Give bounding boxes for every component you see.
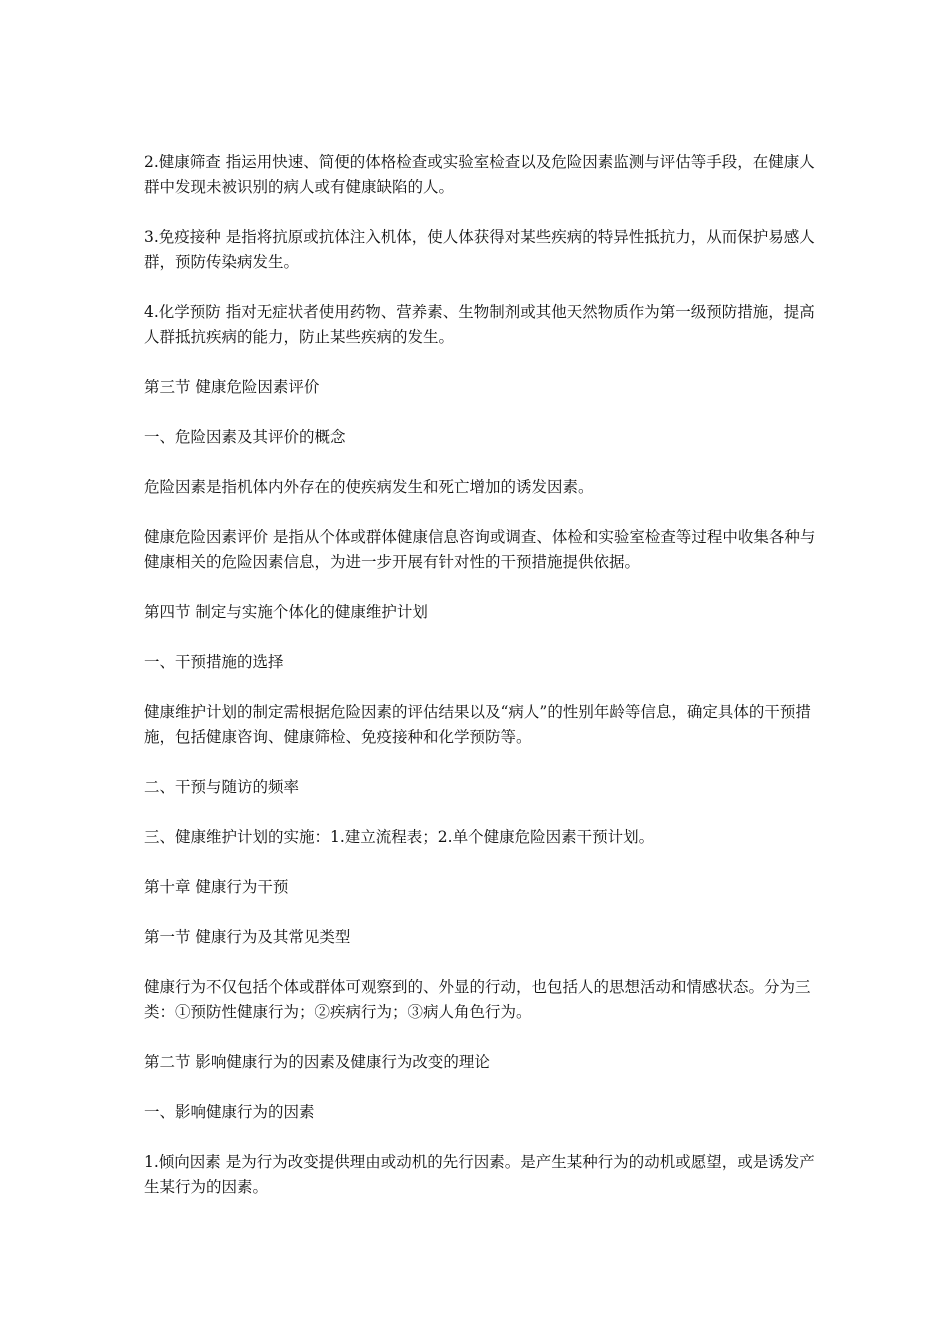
subheading-followup-frequency: 二、干预与随访的频率 [144, 778, 300, 796]
subheading-behavior-factors: 一、影响健康行为的因素 [144, 1103, 315, 1121]
chapter-heading-behavior-intervention: 第十章 健康行为干预 [144, 878, 289, 896]
paragraph-predisposing-factors: 1.倾向因素 是为行为改变提供理由或动机的先行因素。是产生某种行为的动机或愿望，或是诱发产生某行为的因素。 [144, 1153, 815, 1196]
document-body [144, 150, 819, 1225]
section-heading-behavior-factors: 第二节 影响健康行为的因素及健康行为改变的理论 [144, 1053, 490, 1071]
paragraph-health-screening: 2.健康筛查 指运用快速、简便的体格检查或实验室检查以及危险因素监测与评估等手段，在健康人群中发现未被识别的病人或有健康缺陷的人。 [144, 153, 815, 196]
paragraph-risk-assessment-definition: 健康危险因素评价 是指从个体或群体健康信息咨询或调查、体检和实验室检查等过程中收集各种与健康相关的危险因素信息，为进一步开展有针对性的干预措施提供依据。 [144, 528, 816, 571]
paragraph-health-plan-formulation: 健康维护计划的制定需根据危险因素的评估结果以及“病人”的性别年龄等信息，确定具体的干预措施，包括健康咨询、健康筛检、免疫接种和化学预防等。 [144, 703, 811, 746]
section-heading-behavior-types: 第一节 健康行为及其常见类型 [144, 928, 351, 946]
paragraph-chemoprevention: 4.化学预防 指对无症状者使用药物、营养素、生物制剂或其他天然物质作为第一级预防措施，提高人群抵抗疾病的能力，防止某些疾病的发生。 [144, 303, 815, 346]
subheading-risk-concept: 一、危险因素及其评价的概念 [144, 428, 346, 446]
paragraph-health-behavior-definition: 健康行为不仅包括个体或群体可观察到的、外显的行动，也包括人的思想活动和情感状态。分为三类：①预防性健康行为；②疾病行为；③病人角色行为。 [144, 978, 811, 1021]
subheading-plan-implementation: 三、健康维护计划的实施：1.建立流程表；2.单个健康危险因素干预计划。 [144, 828, 655, 846]
section-heading-health-plan: 第四节 制定与实施个体化的健康维护计划 [144, 603, 428, 621]
paragraph-risk-factor-definition: 危险因素是指机体内外存在的使疾病发生和死亡增加的诱发因素。 [144, 478, 594, 496]
section-heading-risk-assessment: 第三节 健康危险因素评价 [144, 378, 320, 396]
subheading-intervention-choice: 一、干预措施的选择 [144, 653, 284, 671]
paragraph-immunization: 3.免疫接种 是指将抗原或抗体注入机体，使人体获得对某些疾病的特异性抵抗力，从而保护易感人群，预防传染病发生。 [144, 228, 815, 271]
